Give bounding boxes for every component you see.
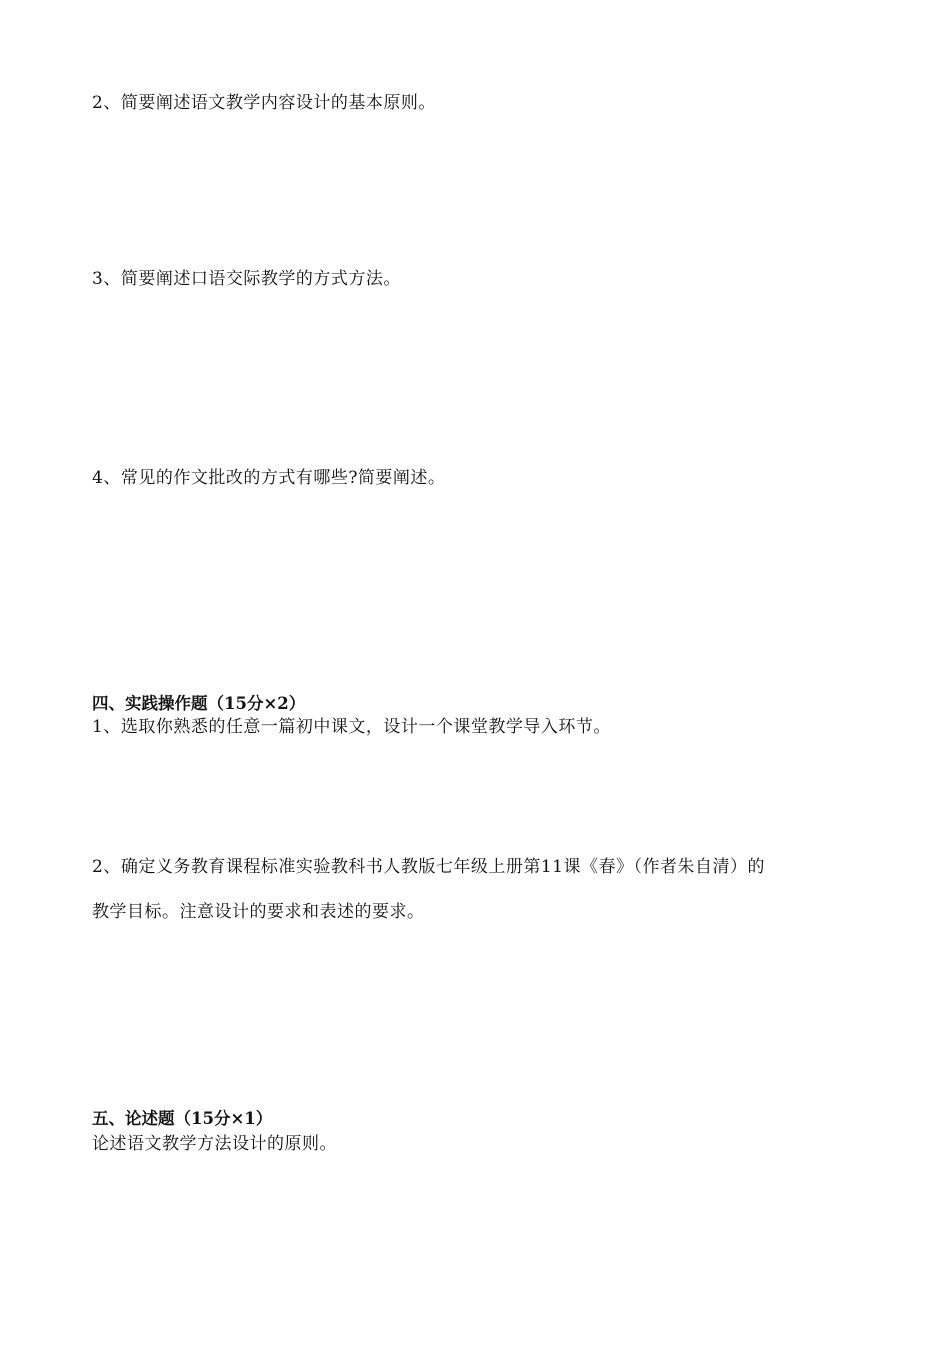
question-3-2: 2、简要阐述语文教学内容设计的基本原则。 xyxy=(92,93,436,113)
question-4-1: 1、选取你熟悉的任意一篇初中课文，设计一个课堂教学导入环节。 xyxy=(92,717,611,737)
question-4-2-line-2: 教学目标。注意设计的要求和表述的要求。 xyxy=(92,902,425,922)
question-5-1: 论述语文教学方法设计的原则。 xyxy=(92,1134,337,1154)
section-4-heading: 四、实践操作题（15分×2） xyxy=(92,694,306,713)
section-5-heading: 五、论述题（15分×1） xyxy=(92,1109,273,1128)
question-3-3: 3、简要阐述口语交际教学的方式方法。 xyxy=(92,269,401,289)
question-3-4: 4、常见的作文批改的方式有哪些?简要阐述。 xyxy=(92,468,446,488)
question-4-2-line-1: 2、确定义务教育课程标准实验教科书人教版七年级上册第11课《春》（作者朱自清）的 xyxy=(92,857,765,877)
